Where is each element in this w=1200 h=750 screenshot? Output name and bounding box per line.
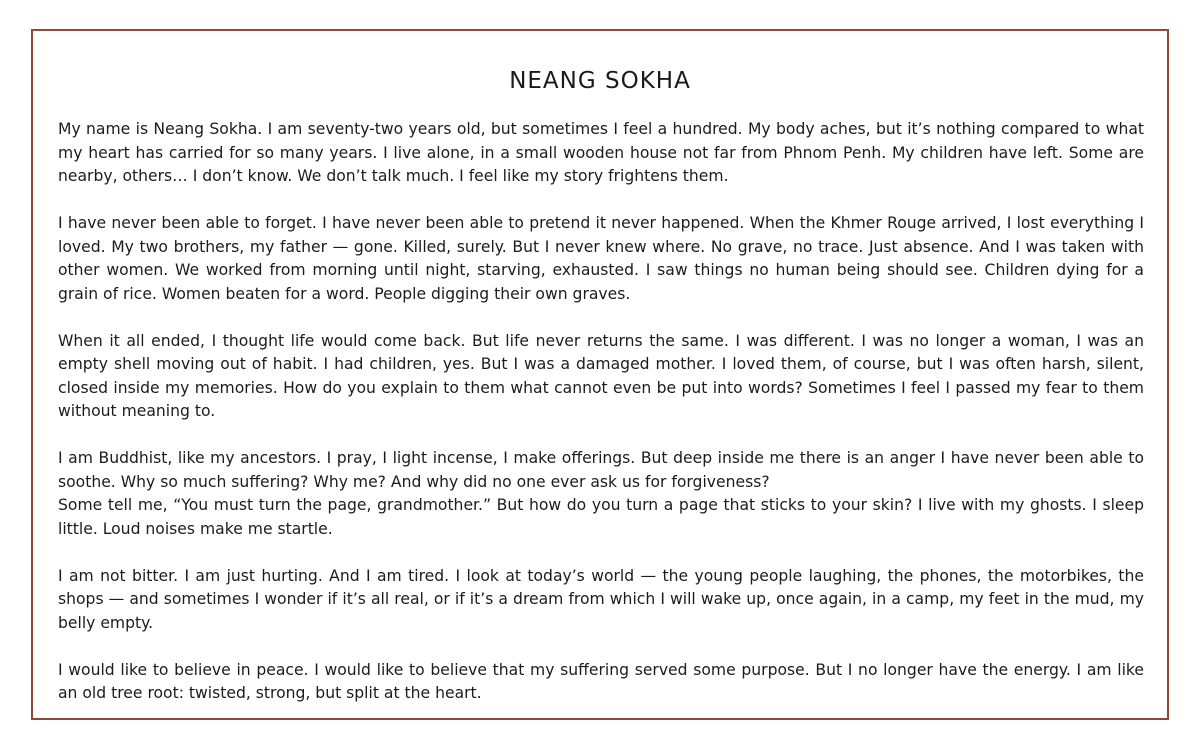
page-title: NEANG SOKHA — [509, 68, 691, 94]
paragraph-6: I am not bitter. I am just hurting. And I am tired. I look at today’s world — the young people laughing, the phones, the motorbikes, the shops — and sometimes I wonder if it’s all real, or if it’s a dream from which I will wake up, once again, in a camp, my feet in the mud, my belly empty. — [58, 566, 1144, 632]
paragraph-3: When it all ended, I thought life would come back. But life never returns the same. I was different. I was no longer a woman, I was an empty shell moving out of habit. I had children, yes. But I was a damaged mother. I loved them, of course, but I was often harsh, silent, closed inside my memories. How do you explain to them what cannot even be put into words? Sometimes I feel I passed my fear to them without meaning to. — [58, 331, 1144, 420]
paragraph-2: I have never been able to forget. I have never been able to pretend it never happened. When the Khmer Rouge arrived, I lost everything I loved. My two brothers, my father — gone. Killed, surely. But I never knew where. No grave, no trace. Just absence. And I was taken with other women. We worked from morning until night, starving, exhausted. I saw things no human being should see. Children dying for a grain of rice. Women beaten for a word. People digging their own graves. — [58, 214, 1144, 303]
paragraph-7: I would like to believe in peace. I would like to believe that my suffering served some purpose. But I no longer have the energy. I am like an old tree root: twisted, strong, but split at the heart. — [58, 660, 1144, 702]
paragraph-4-group — [58, 447, 1144, 541]
paragraph-5: Some tell me, “You must turn the page, grandmother.” But how do you turn a page that sticks to your skin? I live with my ghosts. I sleep little. Loud noises make me startle. — [58, 496, 1144, 538]
story-body — [58, 118, 1144, 729]
paragraph-1: My name is Neang Sokha. I am seventy-two years old, but sometimes I feel a hundred. My body aches, but it’s nothing compared to what my heart has carried for so many years. I live alone, in a small wooden house not far from Phnom Penh. My children have left. Some are nearby, others… I don’t know. We don’t talk much. I feel like my story frightens them. — [58, 120, 1144, 185]
paragraph-4: I am Buddhist, like my ancestors. I pray, I light incense, I make offerings. But deep inside me there is an anger I have never been able to soothe. Why so much suffering? Why me? And why did no one ever ask us for forgiveness? — [58, 449, 1144, 491]
